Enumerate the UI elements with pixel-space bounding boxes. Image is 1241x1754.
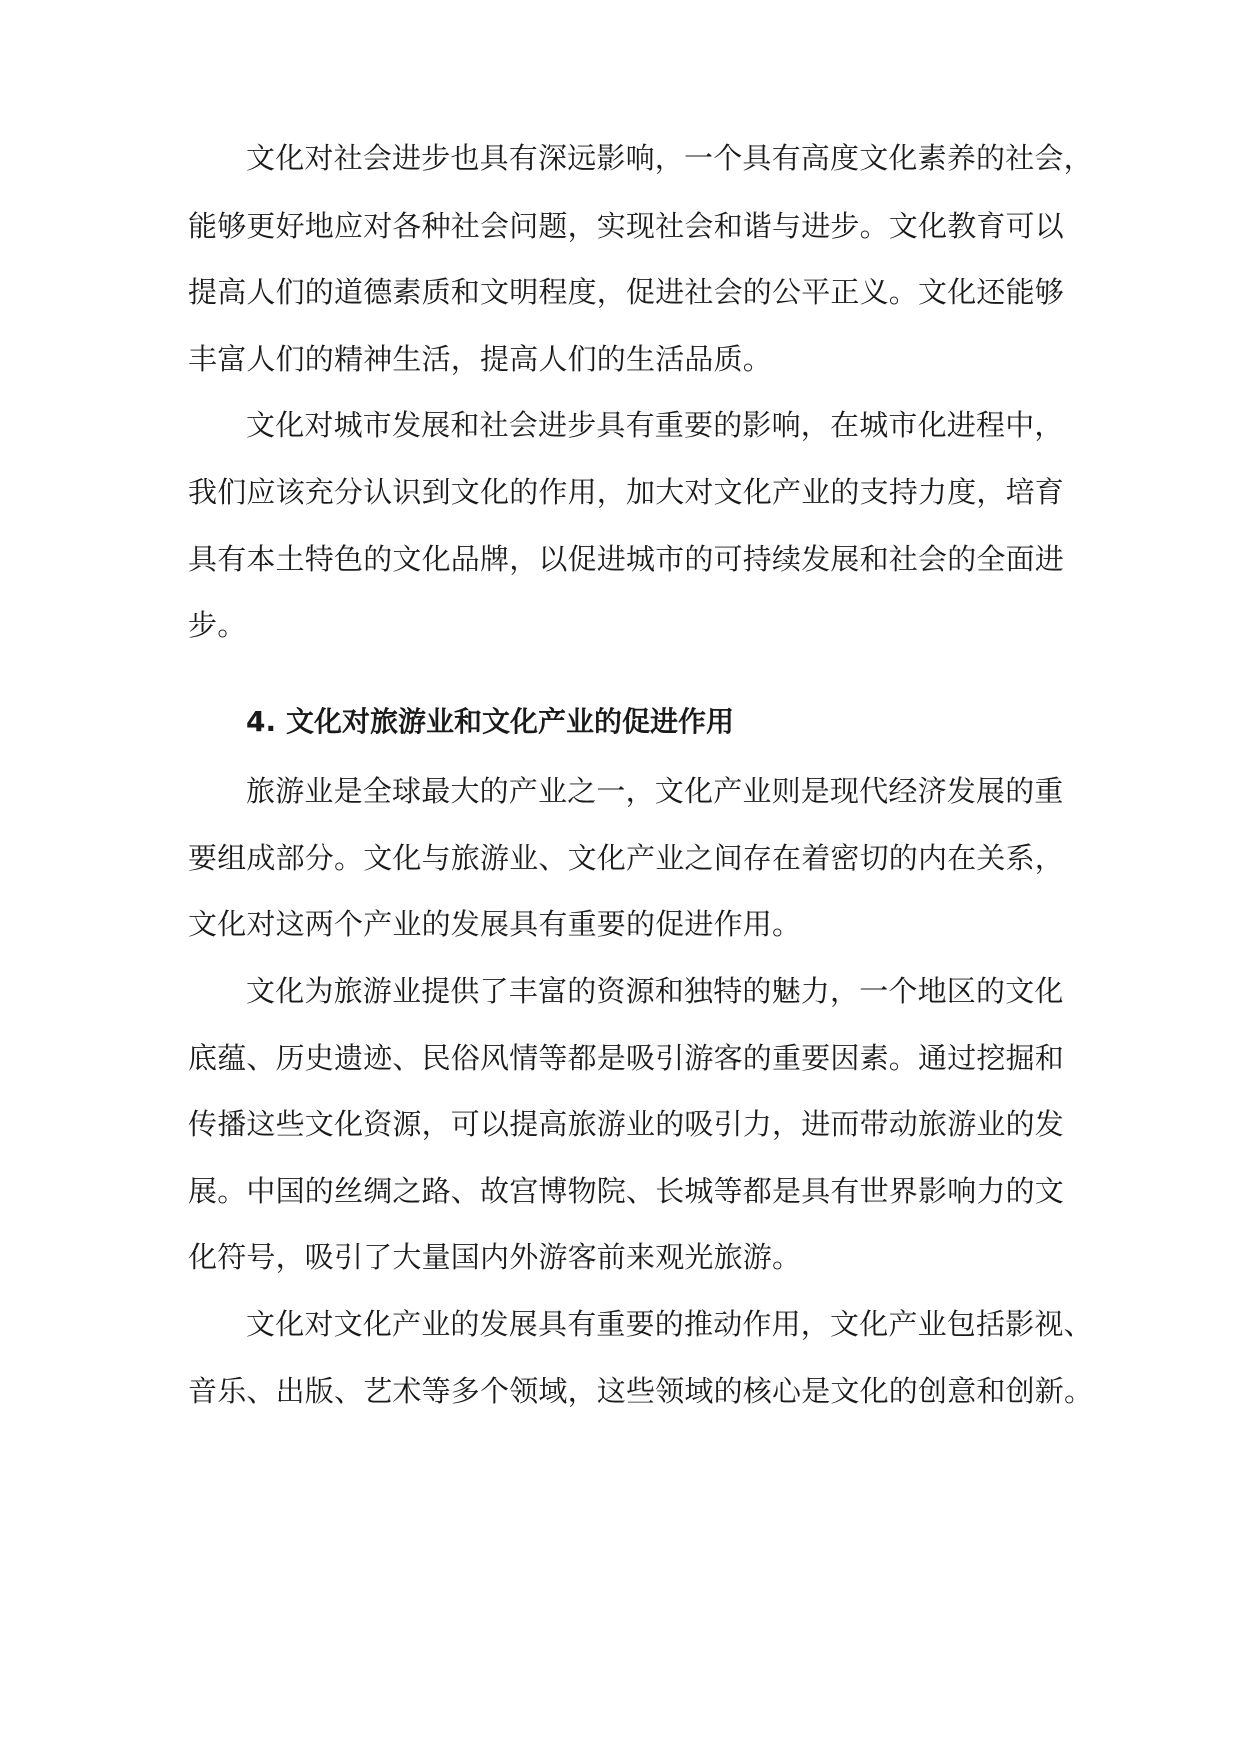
paragraph-1-line-2: 能够更好地应对各种社会问题，实现社会和谐与进步。文化教育可以 <box>188 209 1065 243</box>
section-title: 文化对旅游业和文化产业的促进作用 <box>286 705 735 738</box>
paragraph-1-line-4: 丰富人们的精神生活，提高人们的生活品质。 <box>188 342 773 376</box>
paragraph-3-line-1: 旅游业是全球最大的产业之一，文化产业则是现代经济发展的重 <box>246 774 1064 808</box>
paragraph-2-line-3: 具有本土特色的文化品牌，以促进城市的可持续发展和社会的全面进 <box>188 542 1065 576</box>
paragraph-1-line-1: 文化对社会进步也具有深远影响，一个具有高度文化素养的社会， <box>246 141 1093 175</box>
paragraph-5-line-1: 文化对文化产业的发展具有重要的推动作用，文化产业包括影视、 <box>246 1307 1093 1341</box>
section-heading <box>246 702 1068 742</box>
paragraph-4-line-1: 文化为旅游业提供了丰富的资源和独特的魅力，一个地区的文化 <box>246 974 1064 1008</box>
paragraph-3-line-3: 文化对这两个产业的发展具有重要的促进作用。 <box>188 907 802 941</box>
paragraph-2-line-1: 文化对城市发展和社会进步具有重要的影响，在城市化进程中， <box>246 408 1064 442</box>
paragraph-1-line-3: 提高人们的道德素质和文明程度，促进社会的公平正义。文化还能够 <box>188 275 1065 309</box>
paragraph-4-line-5: 化符号，吸引了大量国内外游客前来观光旅游。 <box>188 1240 802 1274</box>
paragraph-5-line-2: 音乐、出版、艺术等多个领域，这些领域的核心是文化的创意和创新。 <box>188 1374 1094 1408</box>
paragraph-4-line-3: 传播这些文化资源，可以提高旅游业的吸引力，进而带动旅游业的发 <box>188 1107 1065 1141</box>
paragraph-3-line-2: 要组成部分。文化与旅游业、文化产业之间存在着密切的内在关系， <box>188 841 1065 875</box>
section-number: 4. <box>246 705 277 738</box>
paragraph-2-line-2: 我们应该充分认识到文化的作用，加大对文化产业的支持力度，培育 <box>188 475 1065 509</box>
paragraph-4-line-4: 展。中国的丝绸之路、故宫博物院、长城等都是具有世界影响力的文 <box>188 1174 1065 1208</box>
paragraph-2-line-4: 步。 <box>188 608 247 642</box>
paragraph-4-line-2: 底蕴、历史遗迹、民俗风情等都是吸引游客的重要因素。通过挖掘和 <box>188 1041 1065 1075</box>
